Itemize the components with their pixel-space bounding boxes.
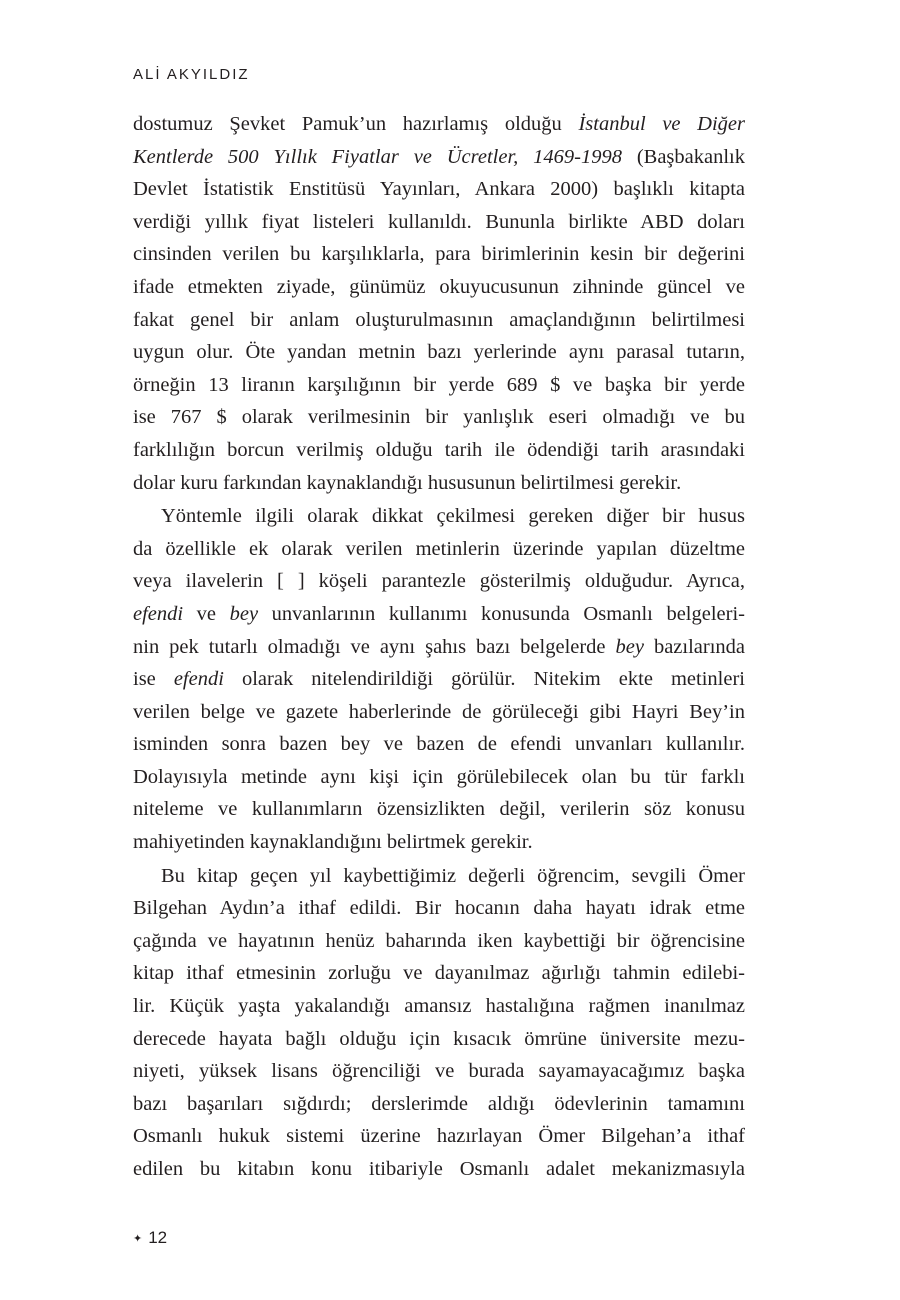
text-line — [133, 957, 745, 990]
italic-text: bey — [229, 602, 259, 625]
text-run: (Başbakanlık — [621, 145, 745, 168]
text-run: fakat genel bir anlam oluşturulmasının amaçlandığının belirtilmesi — [133, 308, 745, 331]
text-run: örneğin 13 liranın karşılığının bir yerde 689 $ ve başka bir yerde — [133, 373, 745, 396]
text-run: çağında ve hayatının henüz baharında iken kaybettiği bir öğrencisine — [133, 929, 745, 952]
text-run: verdiği yıllık fiyat listeleri kullanıldı. Bununla birlikte ABD doları — [133, 210, 745, 233]
text-line — [133, 990, 745, 1023]
text-line — [133, 500, 745, 533]
text-run: uygun olur. Öte yandan metnin bazı yerlerinde aynı parasal tutarın, — [133, 341, 745, 364]
text-run: Dolayısıyla metinde aynı kişi için görülebilecek olan bu tür farklı — [133, 765, 745, 788]
text-run: dolar kuru farkından kaynaklandığı hususunun belirtilmesi gerekir. — [133, 471, 682, 494]
text-run: nin pek tutarlı olmadığı ve aynı şahıs bazı belgelerde — [133, 635, 616, 658]
text-line — [133, 860, 745, 893]
running-head: ALİ AKYILDIZ — [133, 66, 250, 83]
paragraph — [133, 500, 745, 859]
italic-text: İstanbul ve Diğer — [578, 113, 746, 135]
text-line — [133, 728, 745, 761]
italic-text: Kentlerde 500 Yıllık Fiyatlar ve Ücretler, 1469-1998 — [133, 145, 622, 168]
text-run: ve — [183, 602, 230, 625]
italic-text: efendi — [133, 602, 184, 625]
text-run: farklılığın borcun verilmiş olduğu tarih ile ödendiği tarih arasındaki — [133, 438, 745, 461]
text-line — [133, 892, 745, 925]
text-run: Bilgehan Aydın’a ithaf edildi. Bir hocanın daha hayatı idrak etme — [133, 897, 745, 920]
text-run: kitap ithaf etmesinin zorluğu ve dayanılmaz ağırlığı tahmin edilebi- — [133, 962, 745, 985]
italic-text: efendi — [173, 668, 224, 691]
text-run: bazı başarıları sığdırdı; derslerimde aldığı ödevlerinin tamamını — [133, 1092, 745, 1115]
text-run: derecede hayata bağlı olduğu için kısacık ömrüne üniversite mezu- — [133, 1027, 745, 1050]
text-line — [133, 141, 745, 174]
text-line — [133, 238, 745, 271]
text-run: edilen bu kitabın konu itibariyle Osmanlı adalet mekanizmasıyla — [133, 1158, 745, 1180]
text-run: olarak nitelendirildiği görülür. Nitekim ekte metinleri — [223, 668, 745, 691]
ornament-icon: ✦ — [133, 1233, 143, 1245]
text-line — [133, 467, 745, 500]
text-line — [133, 336, 745, 369]
text-line — [133, 565, 745, 598]
text-run: niyeti, yüksek lisans öğrenciliği ve burada sayamayacağımız başka — [133, 1060, 745, 1083]
text-run: da özellikle ek olarak verilen metinlerin üzerinde yapılan düzeltme — [133, 537, 745, 560]
text-line — [133, 173, 745, 206]
text-line — [133, 925, 745, 958]
text-line — [133, 1153, 745, 1186]
text-line — [133, 369, 745, 402]
text-run: ise 767 $ olarak verilmesinin bir yanlışlık eseri olmadığı ve bu — [133, 406, 745, 429]
text-line — [133, 631, 745, 664]
text-line — [133, 401, 745, 434]
text-run: mahiyetinden kaynaklandığını belirtmek gerekir. — [133, 831, 533, 854]
text-line — [133, 761, 745, 794]
text-line — [133, 826, 745, 859]
text-line — [133, 598, 745, 631]
text-run: veya ilavelerin [ ] köşeli parantezle gösterilmiş olduğudur. Ayrıca, — [133, 570, 745, 593]
text-run: verilen belge ve gazete haberlerinde de görüleceği gibi Hayri Bey’in — [133, 700, 745, 723]
text-run: niteleme ve kullanımların özensizlikten değil, verilerin söz konusu — [133, 798, 745, 821]
text-line — [133, 304, 745, 337]
text-run: Osmanlı hukuk sistemi üzerine hazırlayan Ömer Bilgehan’a ithaf — [133, 1125, 745, 1148]
text-line — [133, 1120, 745, 1153]
text-line — [133, 434, 745, 467]
text-run: dostumuz Şevket Pamuk’un hazırlamış olduğu — [133, 113, 579, 135]
page-footer — [133, 1228, 167, 1248]
paragraph — [133, 860, 745, 1186]
paragraph — [133, 108, 745, 499]
text-run: Yöntemle ilgili olarak dikkat çekilmesi gereken diğer bir husus — [161, 505, 745, 528]
page-number: 12 — [148, 1228, 168, 1247]
text-run: cinsinden verilen bu karşılıklarla, para birimlerinin kesin bir değerini — [133, 243, 745, 266]
text-line — [133, 663, 745, 696]
text-line — [133, 1088, 745, 1121]
text-line — [133, 206, 745, 239]
italic-text: bey — [615, 635, 644, 658]
text-run: bazılarında — [643, 635, 745, 658]
text-run: Devlet İstatistik Enstitüsü Yayınları, Ankara 2000) başlıklı kitapta — [133, 178, 745, 201]
text-line — [133, 1055, 745, 1088]
text-run: Bu kitap geçen yıl kaybettiğimiz değerli öğrencim, sevgili Ömer — [161, 864, 745, 887]
text-run: lir. Küçük yaşta yakalandığı amansız hastalığına rağmen inanılmaz — [133, 995, 745, 1018]
text-line — [133, 533, 745, 566]
text-line — [133, 696, 745, 729]
text-line — [133, 793, 745, 826]
text-line — [133, 1023, 745, 1056]
text-run: ifade etmekten ziyade, günümüz okuyucusunun zihninde güncel ve — [133, 275, 745, 298]
body-text — [133, 108, 745, 1186]
text-run: isminden sonra bazen bey ve bazen de efendi unvanları kullanılır. — [133, 733, 745, 756]
text-run: ise — [133, 668, 174, 691]
text-line — [133, 108, 745, 141]
text-run: unvanlarının kullanımı konusunda Osmanlı belgeleri- — [258, 602, 745, 625]
text-line — [133, 271, 745, 304]
